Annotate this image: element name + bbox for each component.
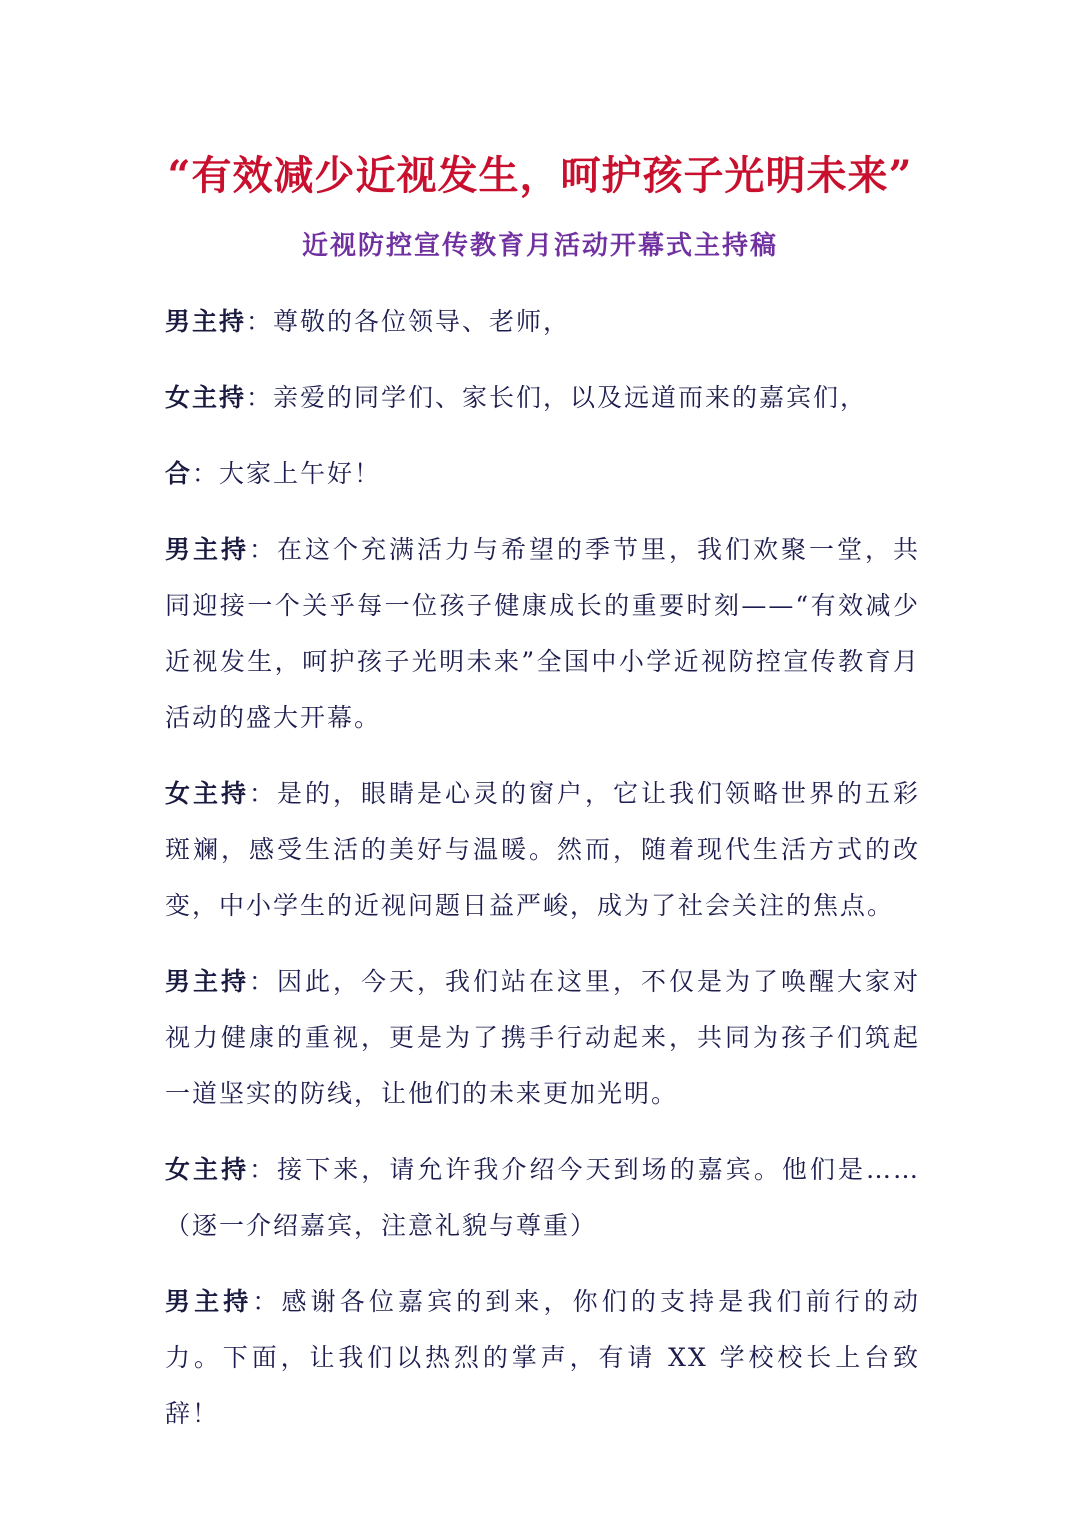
- paragraph-text: ：尊敬的各位领导、老师，: [246, 307, 571, 336]
- speaker-label: 合: [165, 459, 193, 488]
- speaker-label: 男主持: [165, 1287, 253, 1316]
- document-title: “有效减少近视发生，呵护孩子光明未来”: [167, 152, 913, 199]
- script-paragraph: [165, 766, 920, 934]
- paragraph-text: ：接下来，请允许我介绍今天到场的嘉宾。他们是……（逐一介绍嘉宾，注意礼貌与尊重）: [165, 1155, 920, 1240]
- speaker-label: 女主持: [165, 383, 247, 412]
- speaker-label: 女主持: [165, 779, 249, 808]
- speaker-label: 女主持: [165, 1155, 250, 1184]
- script-paragraph: [165, 1274, 920, 1442]
- speaker-label: 男主持: [165, 535, 249, 564]
- paragraph-text: ：是的，眼睛是心灵的窗户，它让我们领略世界的五彩斑斓，感受生活的美好与温暖。然而，随着现代生活方式的改变，中小学生的近视问题日益严峻，成为了社会关注的焦点。: [165, 779, 920, 920]
- script-paragraph: [165, 954, 920, 1122]
- script-paragraph: [165, 1142, 920, 1254]
- paragraph-text: ：大家上午好！: [192, 459, 382, 488]
- script-body: [165, 294, 920, 1462]
- script-paragraph: [165, 294, 920, 350]
- script-paragraph: [165, 522, 920, 746]
- paragraph-text: ：亲爱的同学们、家长们，以及远道而来的嘉宾们，: [246, 383, 868, 412]
- paragraph-text: ：因此，今天，我们站在这里，不仅是为了唤醒大家对视力健康的重视，更是为了携手行动起来，共同为孩子们筑起一道坚实的防线，让他们的未来更加光明。: [165, 967, 920, 1108]
- script-paragraph: [165, 370, 920, 426]
- paragraph-text: ：感谢各位嘉宾的到来，你们的支持是我们前行的动力。下面，让我们以热烈的掌声，有请 XX 学校校长上台致辞！: [165, 1287, 920, 1428]
- speaker-label: 男主持: [165, 967, 249, 996]
- speaker-label: 男主持: [165, 307, 247, 336]
- document-subtitle: 近视防控宣传教育月活动开幕式主持稿: [301, 231, 778, 261]
- paragraph-text: ：在这个充满活力与希望的季节里，我们欢聚一堂，共同迎接一个关乎每一位孩子健康成长的重要时刻——“有效减少近视发生，呵护孩子光明未来”全国中小学近视防控宣传教育月活动的盛大开幕。: [165, 535, 920, 732]
- script-paragraph: [165, 446, 920, 502]
